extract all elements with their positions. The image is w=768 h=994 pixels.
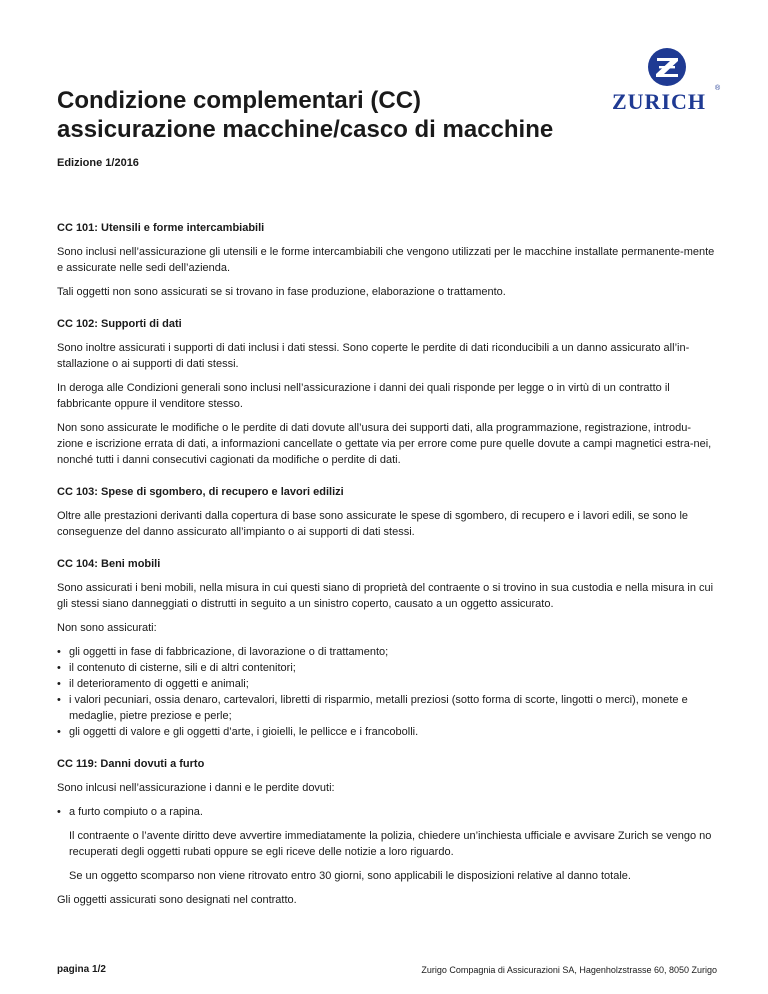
list-item: • il contenuto di cisterne, sili e di altri contenitori; — [57, 660, 717, 676]
paragraph: Se un oggetto scomparso non viene ritrovato entro 30 giorni, sono applicabili le disposizioni relative al danno totale. — [69, 870, 631, 882]
paragraph: Il contraente o l’avente diritto deve avvertire immediatamente la polizia, chiedere un’inchiesta ufficiale e avvisare Zurich se vengo no recuperati degli oggetti rubati oppure se egli riceve delle notizie a loro riguardo. — [69, 830, 712, 858]
document-body — [57, 220, 717, 924]
list-item: • il deterioramento di oggetti e animali; — [57, 676, 717, 692]
list-item: • a furto compiuto o a rapina. — [57, 804, 717, 820]
paragraph: Gli oggetti assicurati sono designati nel contratto. — [57, 894, 297, 906]
section-heading: CC 102: Supporti di dati — [57, 318, 182, 330]
section-cc103 — [57, 484, 717, 540]
list-item: • gli oggetti di valore e gli oggetti d’arte, i gioielli, le pellicce e i francobolli. — [57, 724, 717, 740]
section-cc101 — [57, 220, 717, 300]
list-item: • gli oggetti in fase di fabbricazione, di lavorazione o di trattamento; — [57, 644, 717, 660]
section-cc104 — [57, 556, 717, 740]
paragraph: Non sono assicurate le modifiche o le perdite di dati dovute all’usura dei supporti dati, alla programmazione, registrazione, introdu-zione e iscrizione errata di dati, a informazioni cancellate o gettate via per errore come pure quelle dovute a campi magnetici estra-nei, nonché tutti i danni consecutivi cagionati da modifiche o perdite di dati. — [57, 422, 712, 466]
paragraph: Oltre alle prestazioni derivanti dalla copertura di base sono assicurate le spese di sgombero, di recupero e i lavori edili, se sono le conseguenze del danno assicurato all’impianto o ai supporti di dati stessi. — [57, 510, 689, 538]
list-item: • i valori pecuniari, ossia denaro, cartevalori, libretti di risparmio, metalli preziosi (sotto forma di scorte, lingotti o merci), monete e medaglie, pietre preziose e perle; — [57, 692, 717, 724]
paragraph: In deroga alle Condizioni generali sono inclusi nell’assicurazione i danni dei quali risponde per legge o in virtù di un contratto il fabbricante oppure il venditore stesso. — [57, 382, 670, 410]
zurich-wordmark: ZURICH — [612, 89, 707, 114]
paragraph: Sono inoltre assicurati i supporti di dati inclusi i dati stessi. Sono coperte le perdite di dati riconducibili a un danno assicurato all’in-stallazione o ai supporti di dati stessi. — [57, 342, 690, 370]
page-number: pagina 1/2 — [57, 964, 106, 975]
section-heading: CC 103: Spese di sgombero, di recupero e lavori edilizi — [57, 486, 344, 498]
registered-mark: ® — [715, 85, 721, 92]
paragraph: Non sono assicurati: — [57, 622, 157, 634]
section-heading: CC 101: Utensili e forme intercambiabili — [57, 222, 265, 234]
document-title — [57, 86, 597, 144]
paragraph: Sono inlcusi nell’assicurazione i danni e le perdite dovuti: — [57, 782, 335, 794]
section-cc119 — [57, 756, 717, 908]
section-cc102 — [57, 316, 717, 468]
title-line-1: Condizione complementari (CC) — [57, 87, 422, 114]
section-heading: CC 119: Danni dovuti a furto — [57, 758, 205, 770]
edition-label: Edizione 1/2016 — [57, 157, 139, 169]
section-heading: CC 104: Beni mobili — [57, 558, 161, 570]
theft-list — [57, 804, 717, 820]
company-address: Zurigo Compagnia di Assicurazioni SA, Hagenholzstrasse 60, 8050 Zurigo — [421, 965, 717, 975]
paragraph: Sono inclusi nell’assicurazione gli utensili e le forme intercambiabili che vengono utilizzati per le macchine installate permanente-mente e assicurate nelle sedi dell’azienda. — [57, 246, 715, 274]
paragraph: Sono assicurati i beni mobili, nella misura in cui questi siano di proprietà del contraente o si trovino in sua custodia e nella misura in cui gli stessi siano danneggiati o distrutti in seguito a un sinistro coperto, causato a un oggetto assicurato. — [57, 582, 714, 610]
paragraph: Tali oggetti non sono assicurati se si trovano in fase produzione, elaborazione o trattamento. — [57, 286, 506, 298]
exclusion-list — [57, 644, 717, 740]
title-line-2: assicurazione macchine/casco di macchine — [57, 116, 554, 143]
